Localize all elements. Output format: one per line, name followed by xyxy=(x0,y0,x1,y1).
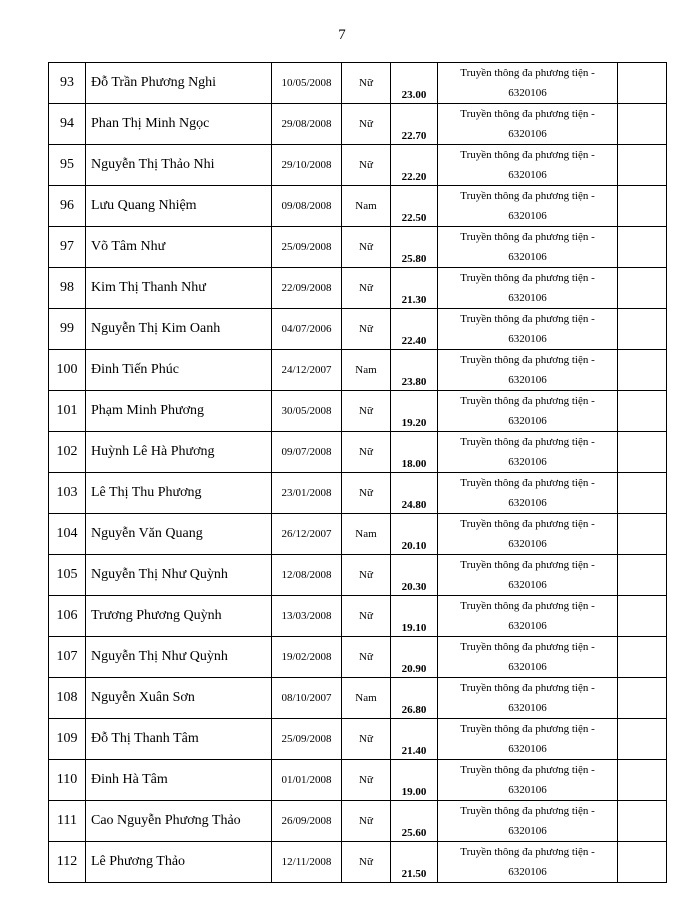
row-number-cell: 96 xyxy=(49,186,86,227)
note-cell xyxy=(618,350,667,391)
row-number-cell: 108 xyxy=(49,678,86,719)
score-cell: 23.00 xyxy=(391,63,438,104)
major-cell xyxy=(438,514,618,555)
major-cell xyxy=(438,760,618,801)
score-cell: 24.80 xyxy=(391,473,438,514)
table-row xyxy=(49,555,667,596)
date-of-birth-cell: 29/10/2008 xyxy=(272,145,342,186)
note-cell xyxy=(618,719,667,760)
major-name: Truyền thông đa phương tiện - xyxy=(460,313,595,325)
row-number-cell: 111 xyxy=(49,801,86,842)
row-number-cell: 103 xyxy=(49,473,86,514)
table-row xyxy=(49,104,667,145)
major-cell xyxy=(438,719,618,760)
student-name-cell: Đinh Tiến Phúc xyxy=(86,350,272,391)
major-code: 6320106 xyxy=(508,374,547,386)
row-number-cell: 102 xyxy=(49,432,86,473)
major-cell xyxy=(438,145,618,186)
student-name-cell: Nguyễn Văn Quang xyxy=(86,514,272,555)
table-row xyxy=(49,596,667,637)
table-row xyxy=(49,801,667,842)
student-name-cell: Lê Phương Thảo xyxy=(86,842,272,883)
score-cell: 21.40 xyxy=(391,719,438,760)
row-number-cell: 94 xyxy=(49,104,86,145)
gender-cell: Nữ xyxy=(342,227,391,268)
student-name-cell: Cao Nguyễn Phương Thảo xyxy=(86,801,272,842)
major-code: 6320106 xyxy=(508,415,547,427)
gender-cell: Nam xyxy=(342,186,391,227)
score-cell: 20.90 xyxy=(391,637,438,678)
date-of-birth-cell: 13/03/2008 xyxy=(272,596,342,637)
date-of-birth-cell: 19/02/2008 xyxy=(272,637,342,678)
table-row xyxy=(49,309,667,350)
row-number-cell: 112 xyxy=(49,842,86,883)
date-of-birth-cell: 26/12/2007 xyxy=(272,514,342,555)
note-cell xyxy=(618,555,667,596)
gender-cell: Nữ xyxy=(342,309,391,350)
note-cell xyxy=(618,473,667,514)
table-row xyxy=(49,473,667,514)
major-cell xyxy=(438,678,618,719)
major-code: 6320106 xyxy=(508,456,547,468)
major-name: Truyền thông đa phương tiện - xyxy=(460,641,595,653)
major-cell xyxy=(438,842,618,883)
student-name-cell: Lê Thị Thu Phương xyxy=(86,473,272,514)
major-cell xyxy=(438,104,618,145)
row-number-cell: 105 xyxy=(49,555,86,596)
table-row xyxy=(49,186,667,227)
major-cell xyxy=(438,473,618,514)
gender-cell: Nam xyxy=(342,678,391,719)
major-cell xyxy=(438,186,618,227)
student-name-cell: Đinh Hà Tâm xyxy=(86,760,272,801)
note-cell xyxy=(618,145,667,186)
gender-cell: Nữ xyxy=(342,63,391,104)
row-number-cell: 101 xyxy=(49,391,86,432)
score-cell: 22.20 xyxy=(391,145,438,186)
date-of-birth-cell: 12/11/2008 xyxy=(272,842,342,883)
major-cell xyxy=(438,268,618,309)
gender-cell: Nữ xyxy=(342,801,391,842)
row-number-cell: 98 xyxy=(49,268,86,309)
date-of-birth-cell: 04/07/2006 xyxy=(272,309,342,350)
major-name: Truyền thông đa phương tiện - xyxy=(460,723,595,735)
gender-cell: Nữ xyxy=(342,555,391,596)
score-cell: 18.00 xyxy=(391,432,438,473)
score-cell: 20.10 xyxy=(391,514,438,555)
row-number-cell: 95 xyxy=(49,145,86,186)
major-name: Truyền thông đa phương tiện - xyxy=(460,272,595,284)
score-cell: 19.10 xyxy=(391,596,438,637)
score-cell: 19.00 xyxy=(391,760,438,801)
student-name-cell: Nguyễn Thị Thảo Nhi xyxy=(86,145,272,186)
major-code: 6320106 xyxy=(508,87,547,99)
major-code: 6320106 xyxy=(508,251,547,263)
gender-cell: Nữ xyxy=(342,145,391,186)
row-number-cell: 104 xyxy=(49,514,86,555)
note-cell xyxy=(618,268,667,309)
date-of-birth-cell: 12/08/2008 xyxy=(272,555,342,596)
note-cell xyxy=(618,760,667,801)
note-cell xyxy=(618,842,667,883)
table-row xyxy=(49,719,667,760)
gender-cell: Nữ xyxy=(342,842,391,883)
major-name: Truyền thông đa phương tiện - xyxy=(460,108,595,120)
date-of-birth-cell: 10/05/2008 xyxy=(272,63,342,104)
table-row xyxy=(49,637,667,678)
student-name-cell: Lưu Quang Nhiệm xyxy=(86,186,272,227)
student-name-cell: Đỗ Thị Thanh Tâm xyxy=(86,719,272,760)
score-cell: 22.70 xyxy=(391,104,438,145)
gender-cell: Nữ xyxy=(342,760,391,801)
gender-cell: Nữ xyxy=(342,473,391,514)
major-name: Truyền thông đa phương tiện - xyxy=(460,477,595,489)
date-of-birth-cell: 08/10/2007 xyxy=(272,678,342,719)
major-cell xyxy=(438,350,618,391)
gender-cell: Nữ xyxy=(342,719,391,760)
major-name: Truyền thông đa phương tiện - xyxy=(460,354,595,366)
row-number-cell: 99 xyxy=(49,309,86,350)
major-name: Truyền thông đa phương tiện - xyxy=(460,67,595,79)
major-code: 6320106 xyxy=(508,210,547,222)
student-name-cell: Phạm Minh Phương xyxy=(86,391,272,432)
note-cell xyxy=(618,678,667,719)
student-table-body xyxy=(49,63,667,883)
note-cell xyxy=(618,637,667,678)
table-row xyxy=(49,842,667,883)
major-cell xyxy=(438,63,618,104)
table-row xyxy=(49,63,667,104)
date-of-birth-cell: 09/08/2008 xyxy=(272,186,342,227)
table-row xyxy=(49,432,667,473)
major-code: 6320106 xyxy=(508,169,547,181)
table-row xyxy=(49,678,667,719)
row-number-cell: 100 xyxy=(49,350,86,391)
major-name: Truyền thông đa phương tiện - xyxy=(460,395,595,407)
score-cell: 20.30 xyxy=(391,555,438,596)
major-cell xyxy=(438,801,618,842)
student-name-cell: Trương Phương Quỳnh xyxy=(86,596,272,637)
note-cell xyxy=(618,801,667,842)
major-code: 6320106 xyxy=(508,620,547,632)
student-name-cell: Nguyễn Thị Như Quỳnh xyxy=(86,555,272,596)
date-of-birth-cell: 30/05/2008 xyxy=(272,391,342,432)
table-row xyxy=(49,268,667,309)
score-cell: 21.50 xyxy=(391,842,438,883)
note-cell xyxy=(618,63,667,104)
table-row xyxy=(49,514,667,555)
major-cell xyxy=(438,309,618,350)
note-cell xyxy=(618,514,667,555)
gender-cell: Nữ xyxy=(342,391,391,432)
student-name-cell: Nguyễn Thị Như Quỳnh xyxy=(86,637,272,678)
student-name-cell: Nguyễn Thị Kim Oanh xyxy=(86,309,272,350)
major-cell xyxy=(438,596,618,637)
major-name: Truyền thông đa phương tiện - xyxy=(460,600,595,612)
gender-cell: Nữ xyxy=(342,637,391,678)
table-row xyxy=(49,227,667,268)
note-cell xyxy=(618,391,667,432)
major-code: 6320106 xyxy=(508,292,547,304)
major-cell xyxy=(438,227,618,268)
score-cell: 19.20 xyxy=(391,391,438,432)
row-number-cell: 110 xyxy=(49,760,86,801)
major-name: Truyền thông đa phương tiện - xyxy=(460,764,595,776)
date-of-birth-cell: 22/09/2008 xyxy=(272,268,342,309)
major-cell xyxy=(438,637,618,678)
major-name: Truyền thông đa phương tiện - xyxy=(460,149,595,161)
note-cell xyxy=(618,596,667,637)
note-cell xyxy=(618,227,667,268)
gender-cell: Nữ xyxy=(342,432,391,473)
score-cell: 25.60 xyxy=(391,801,438,842)
student-name-cell: Đỗ Trần Phương Nghi xyxy=(86,63,272,104)
gender-cell: Nữ xyxy=(342,268,391,309)
major-name: Truyền thông đa phương tiện - xyxy=(460,436,595,448)
major-code: 6320106 xyxy=(508,497,547,509)
date-of-birth-cell: 01/01/2008 xyxy=(272,760,342,801)
student-name-cell: Kim Thị Thanh Như xyxy=(86,268,272,309)
score-cell: 22.40 xyxy=(391,309,438,350)
table-row xyxy=(49,391,667,432)
page-number: 7 xyxy=(338,27,346,43)
date-of-birth-cell: 25/09/2008 xyxy=(272,719,342,760)
row-number-cell: 107 xyxy=(49,637,86,678)
table-row xyxy=(49,350,667,391)
note-cell xyxy=(618,309,667,350)
major-name: Truyền thông đa phương tiện - xyxy=(460,682,595,694)
student-name-cell: Phan Thị Minh Ngọc xyxy=(86,104,272,145)
major-cell xyxy=(438,555,618,596)
major-code: 6320106 xyxy=(508,128,547,140)
gender-cell: Nam xyxy=(342,514,391,555)
date-of-birth-cell: 26/09/2008 xyxy=(272,801,342,842)
date-of-birth-cell: 24/12/2007 xyxy=(272,350,342,391)
date-of-birth-cell: 25/09/2008 xyxy=(272,227,342,268)
gender-cell: Nữ xyxy=(342,104,391,145)
score-cell: 26.80 xyxy=(391,678,438,719)
score-cell: 23.80 xyxy=(391,350,438,391)
major-code: 6320106 xyxy=(508,579,547,591)
row-number-cell: 106 xyxy=(49,596,86,637)
major-code: 6320106 xyxy=(508,743,547,755)
major-name: Truyền thông đa phương tiện - xyxy=(460,231,595,243)
major-code: 6320106 xyxy=(508,825,547,837)
note-cell xyxy=(618,432,667,473)
score-cell: 22.50 xyxy=(391,186,438,227)
student-name-cell: Huỳnh Lê Hà Phương xyxy=(86,432,272,473)
table-row xyxy=(49,145,667,186)
major-cell xyxy=(438,391,618,432)
score-cell: 21.30 xyxy=(391,268,438,309)
student-name-cell: Võ Tâm Như xyxy=(86,227,272,268)
major-name: Truyền thông đa phương tiện - xyxy=(460,846,595,858)
major-code: 6320106 xyxy=(508,702,547,714)
date-of-birth-cell: 23/01/2008 xyxy=(272,473,342,514)
major-name: Truyền thông đa phương tiện - xyxy=(460,559,595,571)
date-of-birth-cell: 09/07/2008 xyxy=(272,432,342,473)
student-name-cell: Nguyễn Xuân Sơn xyxy=(86,678,272,719)
student-table xyxy=(48,62,667,883)
major-code: 6320106 xyxy=(508,333,547,345)
date-of-birth-cell: 29/08/2008 xyxy=(272,104,342,145)
major-name: Truyền thông đa phương tiện - xyxy=(460,190,595,202)
major-name: Truyền thông đa phương tiện - xyxy=(460,518,595,530)
row-number-cell: 97 xyxy=(49,227,86,268)
major-code: 6320106 xyxy=(508,866,547,878)
gender-cell: Nữ xyxy=(342,596,391,637)
major-code: 6320106 xyxy=(508,538,547,550)
note-cell xyxy=(618,104,667,145)
major-name: Truyền thông đa phương tiện - xyxy=(460,805,595,817)
score-cell: 25.80 xyxy=(391,227,438,268)
major-code: 6320106 xyxy=(508,784,547,796)
note-cell xyxy=(618,186,667,227)
major-cell xyxy=(438,432,618,473)
row-number-cell: 109 xyxy=(49,719,86,760)
table-row xyxy=(49,760,667,801)
major-code: 6320106 xyxy=(508,661,547,673)
gender-cell: Nam xyxy=(342,350,391,391)
row-number-cell: 93 xyxy=(49,63,86,104)
